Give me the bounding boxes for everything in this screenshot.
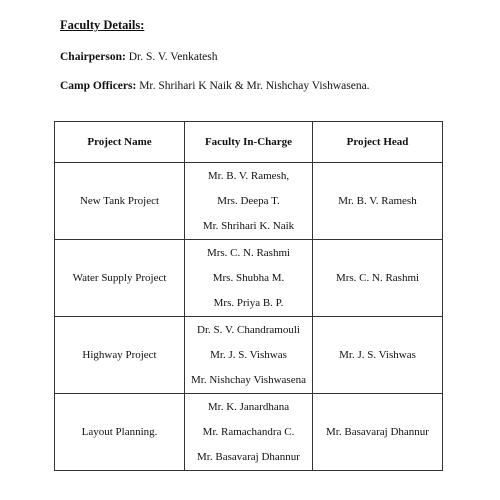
camp-officers-line: [60, 80, 370, 92]
chairperson-label: Chairperson:: [60, 51, 126, 63]
table-row: [55, 163, 443, 240]
faculty-member: Mr. Basavaraj Dhannur: [197, 450, 300, 463]
faculty-member: Mr. Nishchay Vishwasena: [191, 373, 306, 386]
faculty-cell: [185, 240, 313, 317]
project-name-cell: New Tank Project: [55, 163, 185, 240]
table-row: [55, 394, 443, 471]
faculty-member: Mr. B. V. Ramesh,: [207, 169, 290, 182]
faculty-cell: [185, 394, 313, 471]
table-header-row: [55, 122, 443, 163]
project-head-cell: Mr. Basavaraj Dhannur: [313, 394, 443, 471]
camp-officers-label: Camp Officers:: [60, 80, 137, 92]
faculty-member: Mr. J. S. Vishwas: [210, 348, 287, 361]
project-head-cell: Mr. J. S. Vishwas: [313, 317, 443, 394]
faculty-member: Mrs. C. N. Rashmi: [206, 246, 291, 259]
faculty-member: Mrs. Shubha M.: [212, 271, 285, 284]
chairperson-value: Dr. S. V. Venkatesh: [128, 51, 218, 63]
faculty-member: Dr. S. V. Chandramouli: [197, 323, 300, 336]
project-head-cell: Mrs. C. N. Rashmi: [313, 240, 443, 317]
project-name-cell: Water Supply Project: [55, 240, 185, 317]
header-project-name: Project Name: [55, 122, 185, 163]
faculty-member: Mrs. Priya B. P.: [213, 296, 284, 309]
table-row: [55, 317, 443, 394]
table-row: [55, 240, 443, 317]
faculty-details-heading: Faculty Details:: [60, 18, 145, 32]
project-head-cell: Mr. B. V. Ramesh: [313, 163, 443, 240]
project-name-cell: Highway Project: [55, 317, 185, 394]
header-project-head: Project Head: [313, 122, 443, 163]
chairperson-line: [60, 51, 218, 63]
faculty-cell: [185, 163, 313, 240]
faculty-cell: [185, 317, 313, 394]
camp-officers-value: Mr. Shrihari K Naik & Mr. Nishchay Vishwasena.: [139, 80, 370, 92]
project-name-cell: Layout Planning.: [55, 394, 185, 471]
faculty-member: Mr. K. Janardhana: [207, 400, 290, 413]
faculty-member: Mr. Ramachandra C.: [202, 425, 295, 438]
faculty-member: Mr. Shrihari K. Naik: [202, 219, 295, 232]
faculty-member: Mrs. Deepa T.: [217, 194, 280, 207]
header-faculty-in-charge: Faculty In-Charge: [185, 122, 313, 163]
faculty-table: [54, 121, 443, 471]
